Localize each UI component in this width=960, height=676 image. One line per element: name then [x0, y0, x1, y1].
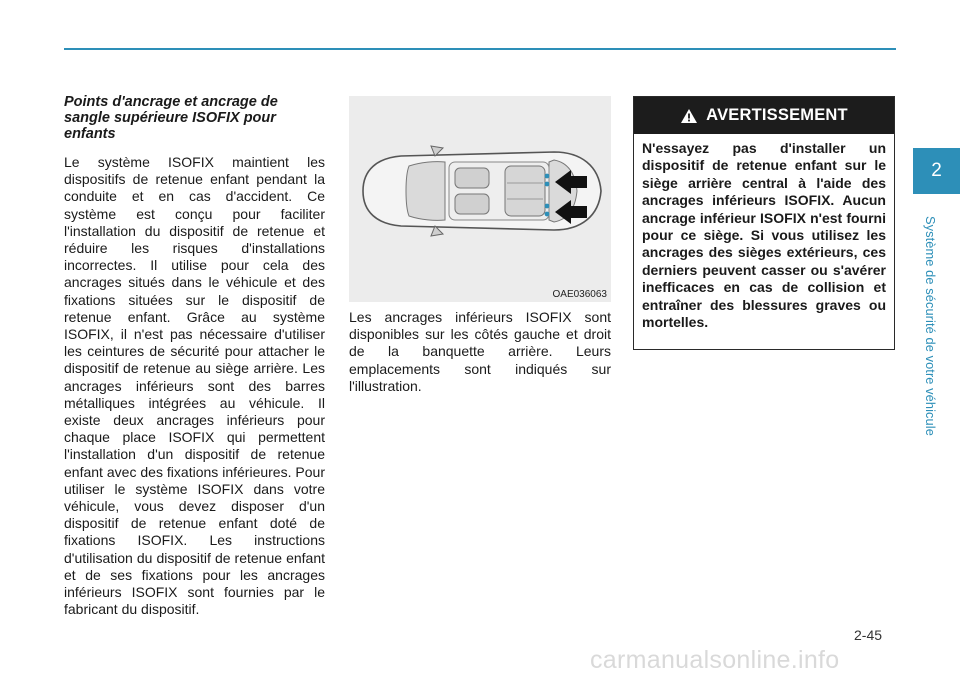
car-top-view-icon: [349, 96, 611, 302]
figure-caption: Les ancrages inférieurs ISOFIX sont disponibles sur les côtés gauche et droit de la banquette arrière. Leurs emplacements sont indiqués sur l'illustration.: [349, 309, 611, 394]
chapter-title: Système de sécurité de votre véhicule: [923, 216, 938, 436]
watermark: carmanualsonline.info: [590, 646, 840, 674]
warning-text: N'essayez pas d'installer un dispositif de retenue enfant sur le siège arrière central à l'aide des ancrages inférieurs ISOFIX. Aucun ancrage inférieur ISOFIX n'est fourni pour ce siège. Si vous utilisez les ancrages des sièges extérieurs, ces derniers peuvent casser ou s'avérer inefficaces en cas de collision et entraîner des blessures graves ou mortelles.: [642, 140, 886, 331]
figure-code: OAE036063: [552, 289, 607, 300]
warning-box: [633, 96, 895, 350]
header-rule: [64, 48, 896, 50]
chapter-tab: 2: [913, 148, 960, 194]
warning-triangle-icon: [680, 108, 698, 124]
warning-header: [634, 97, 894, 134]
left-column: [64, 94, 325, 618]
section-heading: Points d'ancrage et ancrage de sangle supérieure ISOFIX pour enfants: [64, 94, 278, 142]
page-number: 2-45: [854, 627, 883, 643]
warning-title: AVERTISSEMENT: [706, 106, 848, 124]
middle-column: [349, 309, 611, 395]
car-illustration: [349, 96, 611, 302]
chapter-title-wrap: [923, 216, 943, 452]
isofix-description: Le système ISOFIX maintient les dispositifs de retenue enfant pendant la conduite et en cas d'accident. Ce système est conçu pour faciliter l'installation du dispositif de retenue et réduire les risques d'installations incorrectes. Il utilise pour cela des ancrages situés dans le véhicule et des fixations situées sur le dispositif de retenue enfant. Grâce au système ISOFIX, il n'est pas nécessaire d'utiliser les ceintures de sécurité pour attacher le dispositif de retenue au siège arrière. Les ancrages inférieurs sont des barres métalliques intégrées au véhicule. Il existe deux ancrages inférieurs pour chaque place ISOFIX qui permettent l'installation d'un dispositif de retenue enfant avec des fixations inférieures. Pour utiliser le système ISOFIX dans votre véhicule, vous devez disposer d'un dispositif de retenue enfant doté de fixations ISOFIX. Les instructions d'utilisation du dispositif de retenue enfant et de ses fixations pour les ancrages inférieurs ISOFIX sont fournies par le fabricant du dispositif.: [64, 154, 325, 618]
